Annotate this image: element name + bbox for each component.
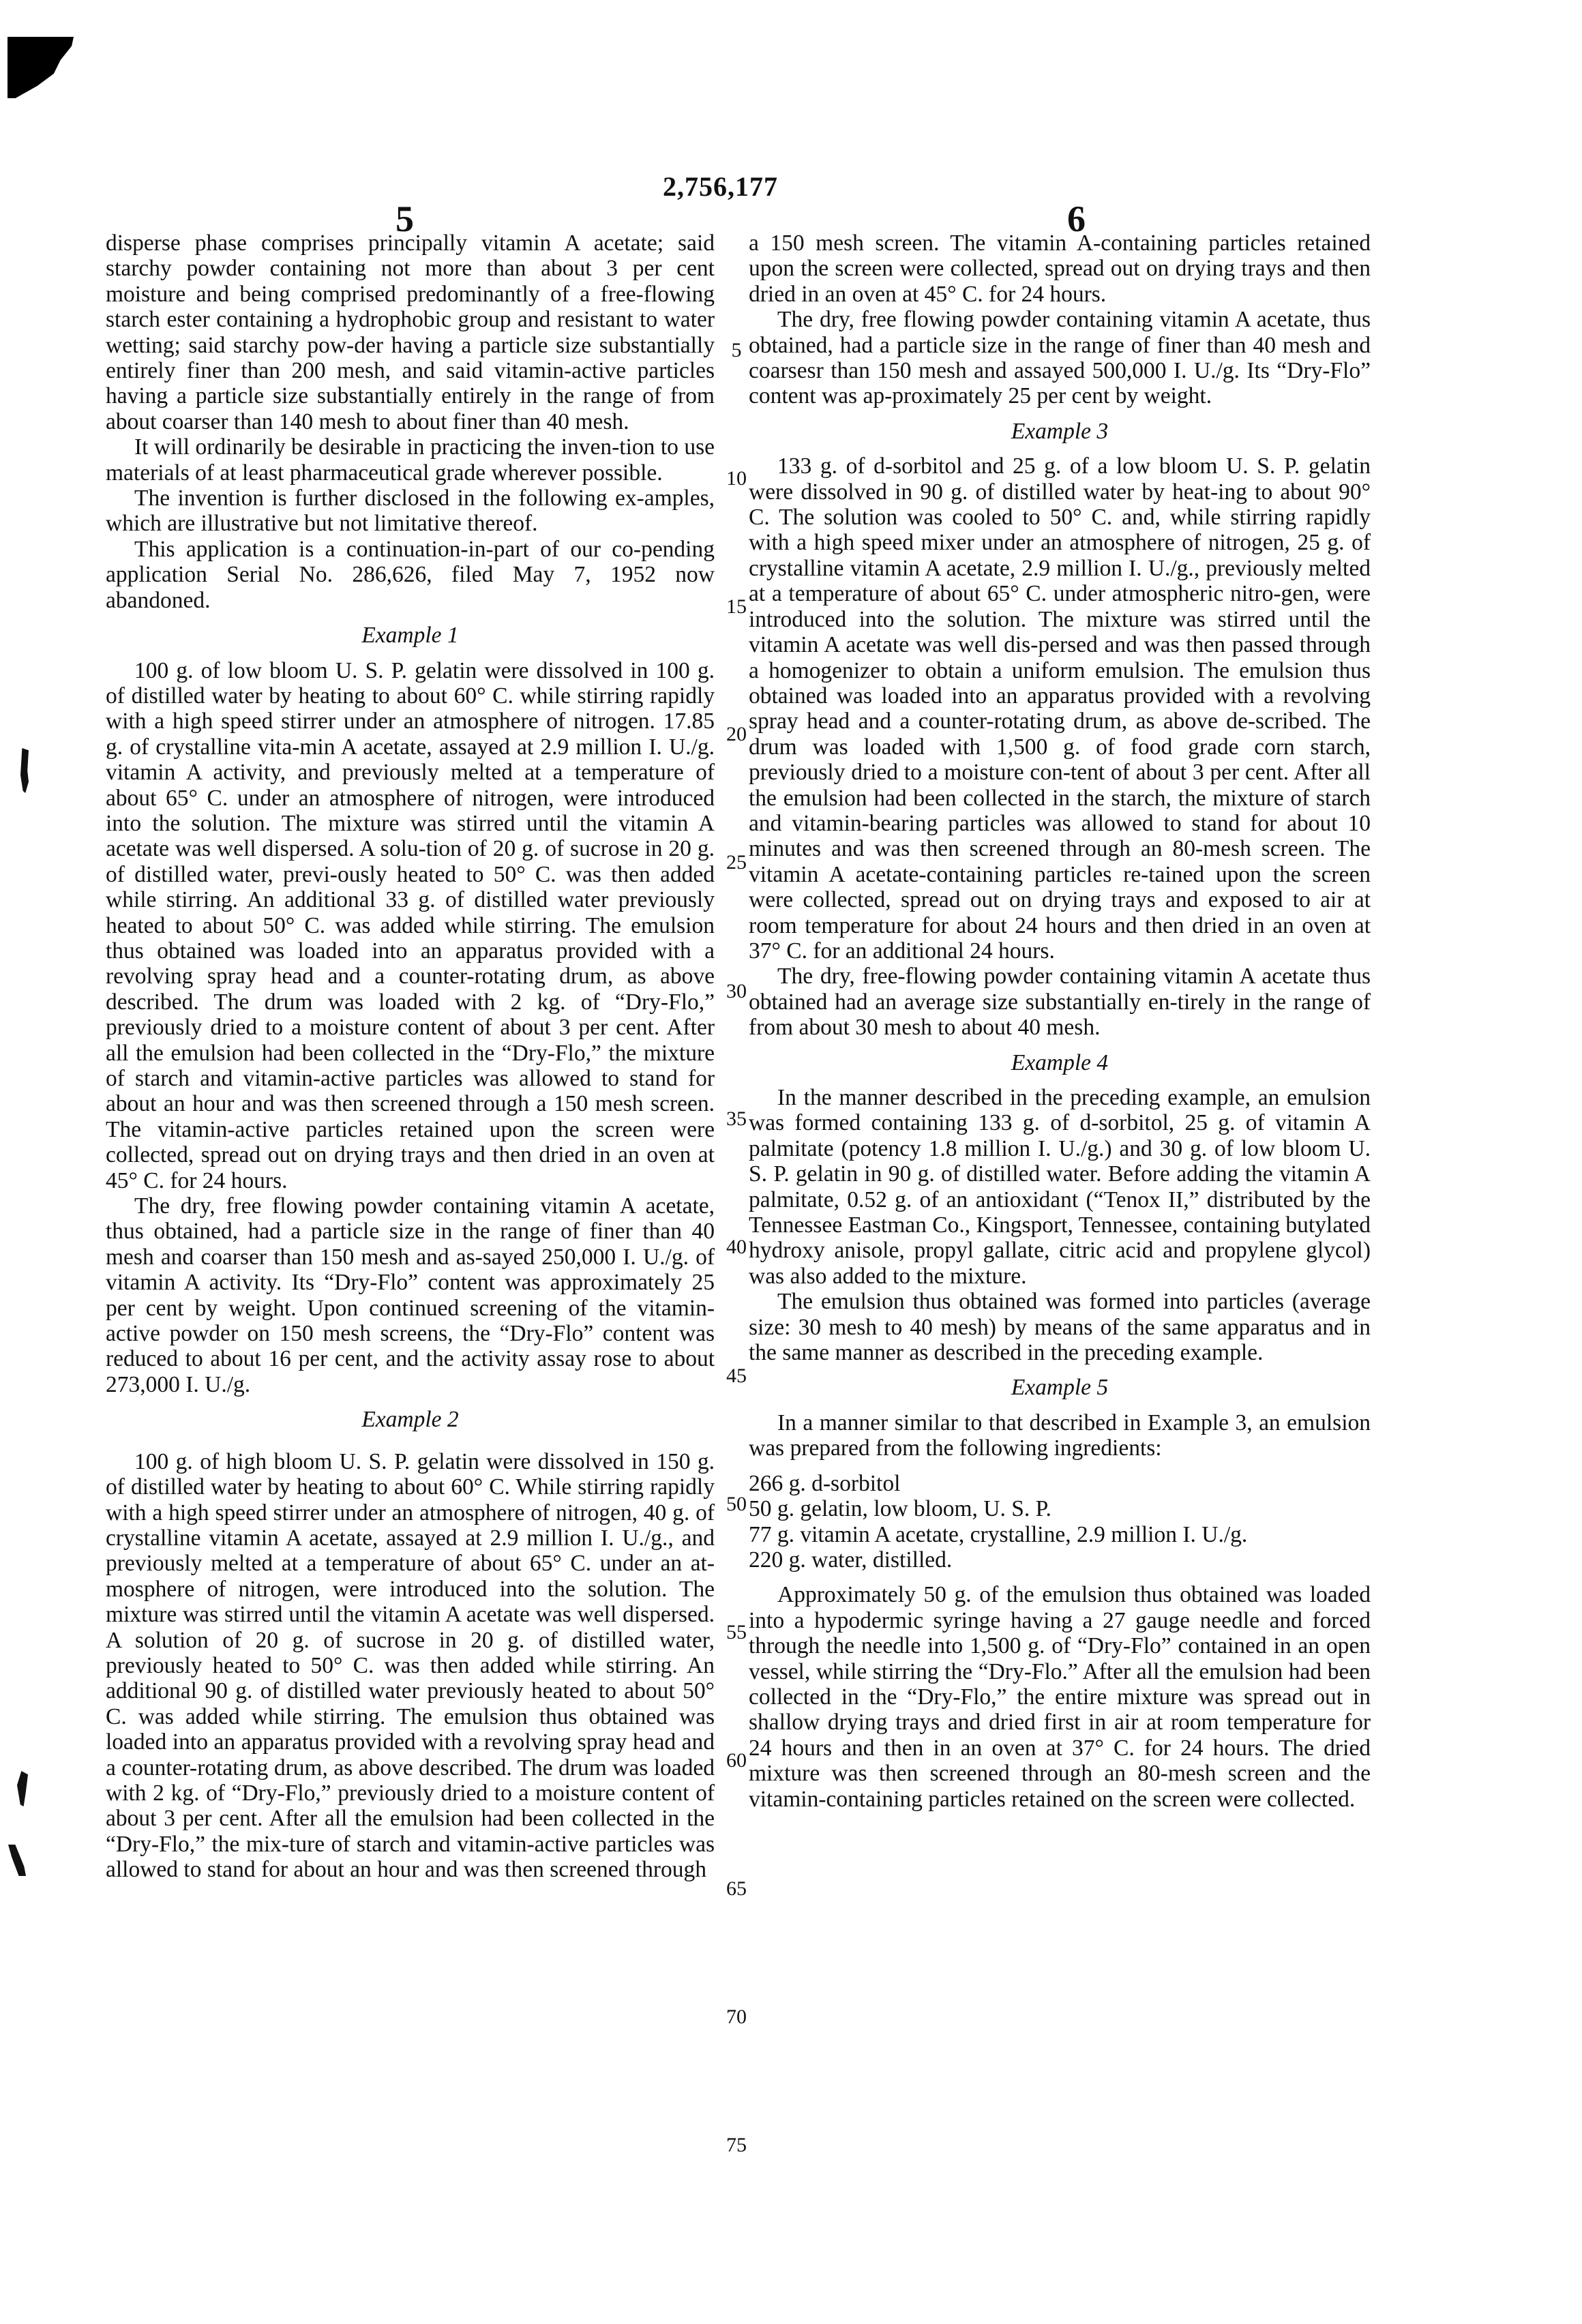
- paragraph: The invention is further disclosed in the following ex-amples, which are illustrative but not limitative thereof.: [106, 486, 715, 537]
- scan-edge-mark: [8, 1845, 26, 1876]
- example-3-heading: Example 3: [1011, 418, 1109, 444]
- paragraph: In a manner similar to that described in Example 3, an emulsion was prepared from the following ingredients:: [749, 1410, 1371, 1461]
- right-column: [749, 230, 1371, 1812]
- ingredient-item: 220 g. water, distilled.: [749, 1547, 953, 1573]
- example-1-heading: Example 1: [361, 623, 459, 649]
- line-number: 10: [726, 467, 747, 490]
- line-number: 65: [726, 1877, 747, 1900]
- paragraph: It will ordinarily be desirable in practicing the inven-tion to use materials of at least pharmaceutical grade wherever possible.: [106, 434, 715, 486]
- spacer: [749, 1041, 1371, 1050]
- line-number: 35: [726, 1107, 747, 1130]
- paragraph: 133 g. of d-sorbitol and 25 g. of a low bloom U. S. P. gelatin were dissolved in 90 g. of distilled water by heat-ing to about 90° C. The solution was cooled to 50° C. and, while stirring rapidly with a high speed mixer under an atmosphere of nitrogen, 25 g. of crystalline vitamin A acetate, 2.9 million I. U./g., previously melted at a temperature of about 65° C. under atmospheric nitro-gen, were introduced into the solution. The mixture was stirred until the vitamin A acetate was well dis-persed and was then passed through a homogenizer to obtain a uniform emulsion. The emulsion thus obtained was loaded into an apparatus provided with a revolving spray head and a counter-rotating drum, as above de-scribed. The drum was loaded with 1,500 g. of food grade corn starch, previously dried to a moisture con-tent of about 3 per cent. After all the emulsion had been collected in the starch, the mixture of starch and vitamin-bearing particles was allowed to stand for about 10 minutes and was then screened through an 80-mesh screen. The vitamin A acetate-containing particles re-tained upon the screen were collected, spread out on drying trays and exposed to air at room temperature for about 24 hours and then dried in an oven at 37° C. for an additional 24 hours.: [749, 453, 1371, 964]
- left-column: [106, 230, 715, 1883]
- spacer: [749, 409, 1371, 419]
- line-number: 30: [726, 980, 747, 1002]
- ingredient-item: 77 g. vitamin A acetate, crystalline, 2.9 million I. U./g.: [749, 1521, 1248, 1547]
- spacer: [749, 444, 1371, 453]
- line-number: 25: [726, 851, 747, 874]
- right-column-number: 6: [1067, 198, 1086, 239]
- line-number: 45: [726, 1365, 747, 1387]
- paragraph: a 150 mesh screen. The vitamin A-containing particles retained upon the screen were collected, spread out on drying trays and then dried in an oven at 45° C. for 24 hours.: [749, 230, 1371, 307]
- spacer: [106, 1433, 715, 1449]
- line-number: 15: [726, 595, 747, 618]
- spacer: [749, 1075, 1371, 1085]
- spacer: [106, 613, 715, 623]
- paragraph: This application is a continuation-in-part of our co-pending application Serial No. 286,626, filed May 7, 1952 now abandoned.: [106, 536, 715, 613]
- spacer: [749, 1365, 1371, 1375]
- scan-corner-mark: [8, 37, 74, 98]
- line-number: 70: [726, 2006, 747, 2028]
- paragraph: 100 g. of high bloom U. S. P. gelatin were dissolved in 150 g. of distilled water by heating to about 60° C. While stirring rapidly with a high speed stirrer under an atmosphere of nitrogen, 40 g. of crystalline vitamin A acetate, assayed at 2.9 million I. U./g., and previously melted at a temperature of about 65° C. under an at-mosphere of nitrogen, were introduced into the solution. The mixture was stirred until the vitamin A acetate was well dispersed. A solution of 20 g. of sucrose in 20 g. of distilled water, previously heated to 50° C. was then added while stirring. An additional 90 g. of distilled water previously heated to about 50° C. was added while stirring. The emulsion thus obtained was loaded into an apparatus provided with a revolving spray head and a counter-rotating drum, as above described. The drum was loaded with 2 kg. of “Dry-Flo,” previously dried to a moisture content of about 3 per cent. After all the emulsion had been collected in the “Dry-Flo,” the mix-ture of starch and vitamin-active particles was allowed to stand for about an hour and was then screened through: [106, 1448, 715, 1883]
- scan-edge-mark: [20, 748, 29, 793]
- example-5-heading: Example 5: [1011, 1375, 1109, 1401]
- ingredient-item: 266 g. d-sorbitol: [749, 1470, 901, 1496]
- left-column-number: 5: [395, 198, 414, 239]
- paragraph: In the manner described in the preceding example, an emulsion was formed containing 133 g. of d-sorbitol, 25 g. of vitamin A palmitate (potency 1.8 million I. U./g.) and 30 g. of low bloom U. S. P. gelatin in 90 g. of distilled water. Before adding the vitamin A palmitate, 0.52 g. of an antioxidant (“Tenox II,” distributed by the Tennessee Eastman Co., Kingsport, Tennessee, containing butylated hydroxy anisole, propyl gallate, citric acid and propylene glycol) was also added to the mixture.: [749, 1085, 1371, 1289]
- line-number: 40: [726, 1236, 747, 1258]
- spacer: [749, 1573, 1371, 1582]
- paragraph: The dry, free flowing powder containing vitamin A acetate, thus obtained, had a particle size in the range of finer than 40 mesh and coarsesr than 150 mesh and assayed 500,000 I. U./g. Its “Dry-Flo” content was ap-proximately 25 per cent by weight.: [749, 307, 1371, 409]
- paragraph: Approximately 50 g. of the emulsion thus obtained was loaded into a hypodermic syringe having a 27 gauge needle and forced through the needle into 1,500 g. of “Dry-Flo” contained in an open vessel, while stirring the “Dry-Flo.” After all the emulsion had been collected in the “Dry-Flo,” the entire mixture was spread out in shallow drying trays and dried first in air at room temperature for 24 hours and then in an oven at 37° C. for 24 hours. The dried mixture was then screened through an 80-mesh screen and the vitamin-containing particles retained on the screen were collected.: [749, 1582, 1371, 1812]
- line-number: 50: [726, 1493, 747, 1515]
- example-4-heading: Example 4: [1011, 1049, 1109, 1075]
- line-number: 55: [726, 1621, 747, 1643]
- line-number: 20: [726, 723, 747, 745]
- paragraph: disperse phase comprises principally vitamin A acetate; said starchy powder containing not more than about 3 per cent moisture and being comprised predominantly of a free-flowing starch ester containing a hydrophobic group and resistant to water wetting; said starchy pow-der having a particle size substantially entirely finer than 200 mesh, and said vitamin-active particles having a particle size substantially entirely in the range of from about coarser than 140 mesh to about finer than 40 mesh.: [106, 230, 715, 434]
- line-number: 60: [726, 1749, 747, 1772]
- paragraph: The emulsion thus obtained was formed into particles (average size: 30 mesh to 40 mesh) by means of the same apparatus and in the same manner as described in the preceding example.: [749, 1289, 1371, 1366]
- paragraph: The dry, free-flowing powder containing vitamin A acetate thus obtained had an average size substantially en-tirely in the range of from about 30 mesh to about 40 mesh.: [749, 964, 1371, 1041]
- ingredient-list: [749, 1471, 1371, 1573]
- spacer: [106, 649, 715, 658]
- paragraph: 100 g. of low bloom U. S. P. gelatin were dissolved in 100 g. of distilled water by heating to about 60° C. while stirring rapidly with a high speed stirrer under an atmosphere of nitrogen. 17.85 g. of crystalline vita-min A acetate, assayed at 2.9 million I. U./g. vitamin A activity, and previously melted at a temperature of about 65° C. under an atmosphere of nitrogen, were introduced into the solution. The mixture was stirred until the vitamin A acetate was well dispersed. A solu-tion of 20 g. of sucrose in 20 g. of distilled water, previ-ously heated to 50° C. was then added while stirring. An additional 33 g. of distilled water previously heated to about 50° C. was added while stirring. The emulsion thus obtained was loaded into an apparatus provided with a revolving spray head and a counter-rotating drum, as above described. The drum was loaded with 2 kg. of “Dry-Flo,” previously dried to a moisture content of about 3 per cent. After all the emulsion had been collected in the “Dry-Flo,” the mixture of starch and vitamin-active particles was allowed to stand for about an hour and was then screened through a 150 mesh screen. The vitamin-active particles retained upon the screen were collected, spread out on drying trays and then dried in an oven at 45° C. for 24 hours.: [106, 657, 715, 1193]
- spacer: [749, 1461, 1371, 1471]
- ingredient-item: 50 g. gelatin, low bloom, U. S. P.: [749, 1496, 1051, 1522]
- patent-number: 2,756,177: [663, 171, 778, 202]
- scan-edge-mark: [17, 1771, 28, 1806]
- line-number: 5: [731, 339, 742, 361]
- spacer: [106, 1397, 715, 1407]
- paragraph: The dry, free flowing powder containing vitamin A acetate, thus obtained, had a particle size in the range of finer than 40 mesh and coarser than 150 mesh and as-sayed 250,000 I. U./g. of vitamin A activity. Its “Dry-Flo” content was approximately 25 per cent by weight. Upon continued screening of the vitamin-active powder on 150 mesh screens, the “Dry-Flo” content was reduced to about 16 per cent, and the activity assay rose to about 273,000 I. U./g.: [106, 1193, 715, 1397]
- spacer: [749, 1401, 1371, 1410]
- example-2-heading: Example 2: [361, 1407, 459, 1433]
- line-number: 75: [726, 2134, 747, 2156]
